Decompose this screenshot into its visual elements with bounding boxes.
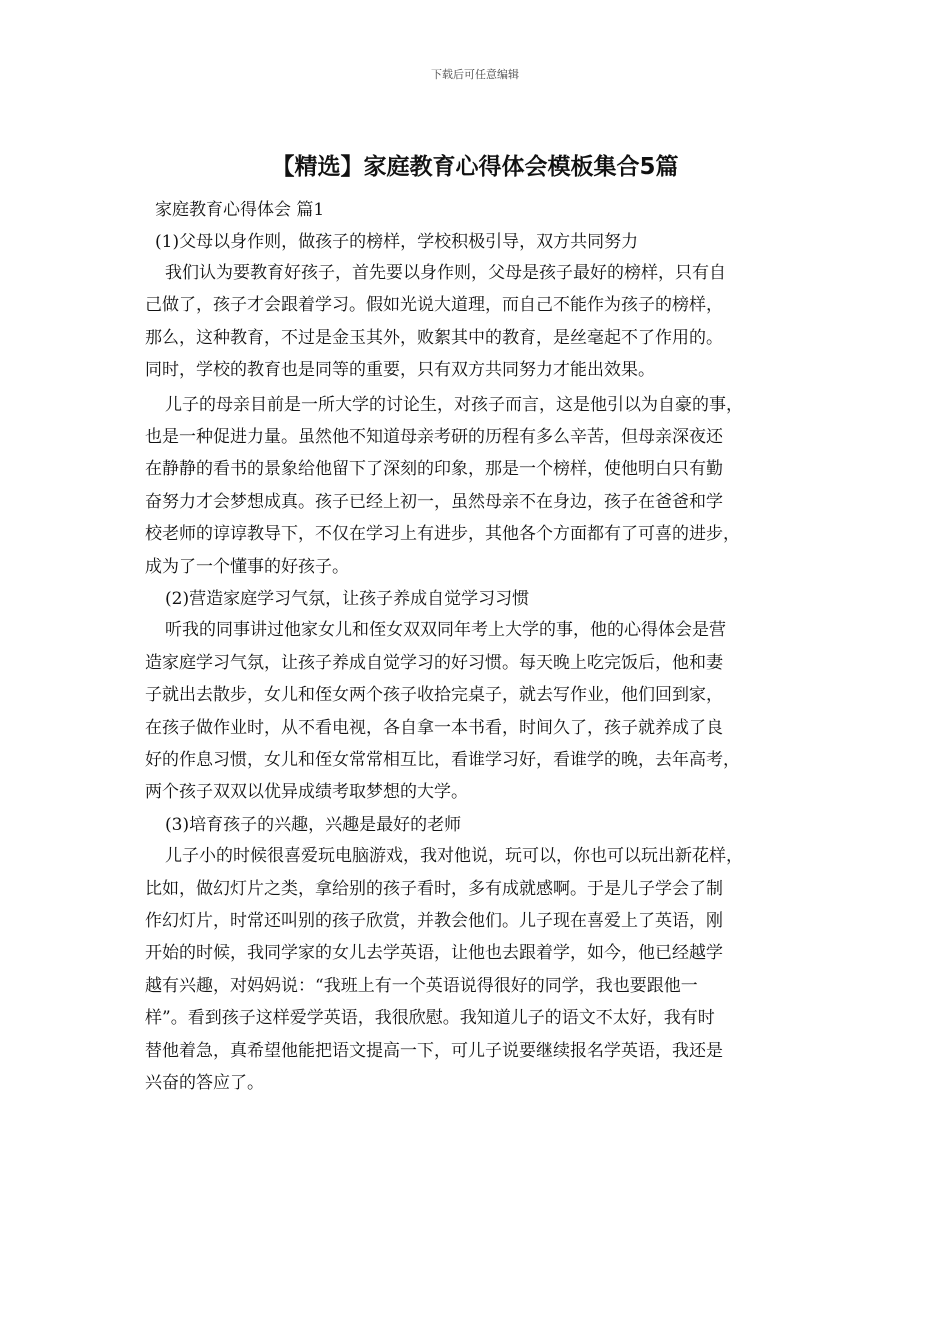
text-line: 听我的同事讲过他家女儿和侄女双双同年考上大学的事，他的心得体会是营: [165, 620, 726, 641]
article-subtitle: 家庭教育心得体会 篇1: [155, 200, 325, 220]
text-line: 开始的时候，我同学家的女儿去学英语，让他也去跟着学，如今，他已经越学: [145, 943, 723, 964]
section-heading: (1)父母以身作则，做孩子的榜样，学校积极引导，双方共同努力: [155, 231, 639, 252]
text-line: 同时，学校的教育也是同等的重要，只有双方共同努力才能出效果。: [145, 360, 655, 381]
text-line: 样”。看到孩子这样爱学英语，我很欣慰。我知道儿子的语文不太好，我有时: [145, 1008, 715, 1029]
paragraph: [145, 389, 825, 583]
text-line: 比如，做幻灯片之类，拿给别的孩子看时，多有成就感啊。于是儿子学会了制: [145, 878, 723, 899]
paragraph: [145, 614, 825, 808]
text-line: 子就出去散步，女儿和侄女两个孩子收拾完桌子，就去写作业，他们回到家，: [145, 685, 723, 706]
text-line: 儿子小的时候很喜爱玩电脑游戏，我对他说，玩可以，你也可以玩出新花样，: [165, 846, 743, 867]
section-heading: (3)培育孩子的兴趣，兴趣是最好的老师: [165, 814, 462, 835]
paragraph: [145, 840, 825, 1099]
header-note: 下载后可任意编辑: [431, 68, 519, 81]
text-line: 校老师的谆谆教导下，不仅在学习上有进步，其他各个方面都有了可喜的进步，: [145, 524, 740, 545]
text-line: 奋努力才会梦想成真。孩子已经上初一，虽然母亲不在身边，孩子在爸爸和学: [145, 491, 723, 512]
text-line: 那么，这种教育，不过是金玉其外，败絮其中的教育，是丝毫起不了作用的。: [145, 327, 723, 348]
document-body: [145, 196, 825, 1101]
text-line: 儿子的母亲目前是一所大学的讨论生，对孩子而言，这是他引以为自豪的事，: [165, 394, 743, 415]
paragraph: [145, 257, 825, 387]
text-line: 两个孩子双双以优异成绩考取梦想的大学。: [145, 782, 468, 803]
text-line: 越有兴趣，对妈妈说：“我班上有一个英语说得很好的同学，我也要跟他一: [145, 975, 698, 996]
text-line: 我们认为要教育好孩子，首先要以身作则，父母是孩子最好的榜样，只有自: [165, 263, 726, 283]
text-line: 在静静的看书的景象给他留下了深刻的印象，那是一个榜样，使他明白只有勤: [145, 459, 723, 480]
text-line: 替他着急，真希望他能把语文提高一下，可儿子说要继续报名学英语，我还是: [145, 1040, 723, 1061]
text-line: 也是一种促进力量。虽然他不知道母亲考研的历程有多么辛苦，但母亲深夜还: [145, 426, 723, 447]
text-line: 作幻灯片，时常还叫别的孩子欣赏，并教会他们。儿子现在喜爱上了英语，刚: [145, 911, 723, 932]
text-line: 在孩子做作业时，从不看电视，各自拿一本书看，时间久了，孩子就养成了良: [145, 717, 723, 738]
document-title: 【精选】家庭教育心得体会模板集合5篇: [271, 154, 679, 180]
text-line: 好的作息习惯，女儿和侄女常常相互比，看谁学习好，看谁学的晚，去年高考，: [145, 749, 740, 770]
text-line: 兴奋的答应了。: [145, 1072, 264, 1093]
text-line: 造家庭学习气氛，让孩子养成自觉学习的好习惯。每天晚上吃完饭后，他和妻: [145, 652, 723, 673]
text-line: 己做了，孩子才会跟着学习。假如光说大道理，而自己不能作为孩子的榜样，: [145, 295, 723, 316]
section-heading: (2)营造家庭学习气氛，让孩子养成自觉学习习惯: [165, 588, 530, 609]
text-line: 成为了一个懂事的好孩子。: [145, 556, 349, 577]
